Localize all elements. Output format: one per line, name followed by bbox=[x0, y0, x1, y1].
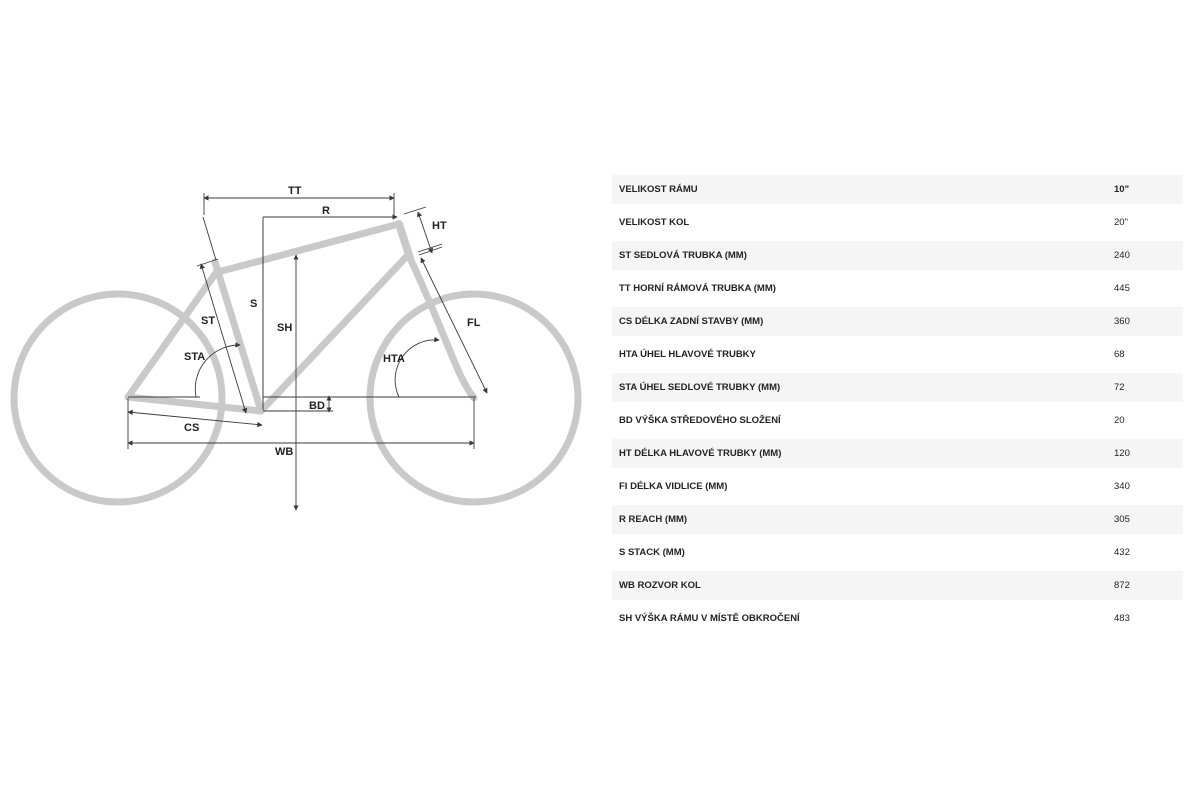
spec-value: 10" bbox=[1114, 175, 1183, 204]
spec-value: 20" bbox=[1114, 208, 1183, 237]
geometry-spec-table bbox=[612, 171, 1183, 637]
label-ht: HT bbox=[432, 220, 447, 232]
spec-row bbox=[612, 340, 1183, 369]
spec-row bbox=[612, 175, 1183, 204]
spec-row bbox=[612, 505, 1183, 534]
spec-label: ST SEDLOVÁ TRUBKA (MM) bbox=[612, 241, 1114, 270]
spec-label: SH VÝŠKA RÁMU V MÍSTĚ OBKROČENÍ bbox=[612, 604, 1114, 633]
spec-row bbox=[612, 373, 1183, 402]
spec-row bbox=[612, 439, 1183, 468]
spec-row bbox=[612, 472, 1183, 501]
spec-value: 20 bbox=[1114, 406, 1183, 435]
spec-row bbox=[612, 571, 1183, 600]
spec-label: R REACH (MM) bbox=[612, 505, 1114, 534]
spec-value: 445 bbox=[1114, 274, 1183, 303]
label-sta: STA bbox=[184, 351, 206, 363]
spec-value: 305 bbox=[1114, 505, 1183, 534]
spec-label: HT DÉLKA HLAVOVÉ TRUBKY (MM) bbox=[612, 439, 1114, 468]
spec-label: FI DÉLKA VIDLICE (MM) bbox=[612, 472, 1114, 501]
label-r: R bbox=[322, 205, 330, 217]
spec-label: VELIKOST RÁMU bbox=[612, 175, 1114, 204]
spec-label: S STACK (MM) bbox=[612, 538, 1114, 567]
spec-value: 483 bbox=[1114, 604, 1183, 633]
spec-value: 240 bbox=[1114, 241, 1183, 270]
chain-stay bbox=[128, 397, 261, 411]
label-tt: TT bbox=[288, 185, 302, 197]
spec-row bbox=[612, 406, 1183, 435]
spec-value: 72 bbox=[1114, 373, 1183, 402]
label-st: ST bbox=[201, 315, 216, 327]
spec-row bbox=[612, 307, 1183, 336]
spec-row bbox=[612, 241, 1183, 270]
spec-value: 340 bbox=[1114, 472, 1183, 501]
label-sh: SH bbox=[277, 322, 293, 334]
spec-value: 120 bbox=[1114, 439, 1183, 468]
spec-label: TT HORNÍ RÁMOVÁ TRUBKA (MM) bbox=[612, 274, 1114, 303]
spec-label: VELIKOST KOL bbox=[612, 208, 1114, 237]
spec-label: BD VÝŠKA STŘEDOVÉHO SLOŽENÍ bbox=[612, 406, 1114, 435]
spec-label: STA ÚHEL SEDLOVÉ TRUBKY (MM) bbox=[612, 373, 1114, 402]
fork bbox=[408, 254, 474, 398]
label-hta: HTA bbox=[383, 353, 405, 365]
spec-row bbox=[612, 274, 1183, 303]
spec-value: 432 bbox=[1114, 538, 1183, 567]
top-tube bbox=[218, 224, 399, 272]
spec-value: 68 bbox=[1114, 340, 1183, 369]
spec-value: 872 bbox=[1114, 571, 1183, 600]
label-s: S bbox=[250, 298, 258, 310]
spec-row bbox=[612, 604, 1183, 633]
rear-wheel bbox=[14, 294, 222, 502]
spec-label: WB ROZVOR KOL bbox=[612, 571, 1114, 600]
spec-row bbox=[612, 208, 1183, 237]
label-fl: FL bbox=[467, 317, 481, 329]
spec-value: 360 bbox=[1114, 307, 1183, 336]
seat-stay bbox=[128, 270, 218, 397]
spec-label: HTA ÚHEL HLAVOVÉ TRUBKY bbox=[612, 340, 1114, 369]
spec-label: CS DÉLKA ZADNÍ STAVBY (MM) bbox=[612, 307, 1114, 336]
dimension-lines bbox=[128, 193, 487, 510]
label-bd: BD bbox=[309, 400, 325, 412]
spec-row bbox=[612, 538, 1183, 567]
label-cs: CS bbox=[184, 422, 200, 434]
label-wb: WB bbox=[275, 446, 294, 458]
